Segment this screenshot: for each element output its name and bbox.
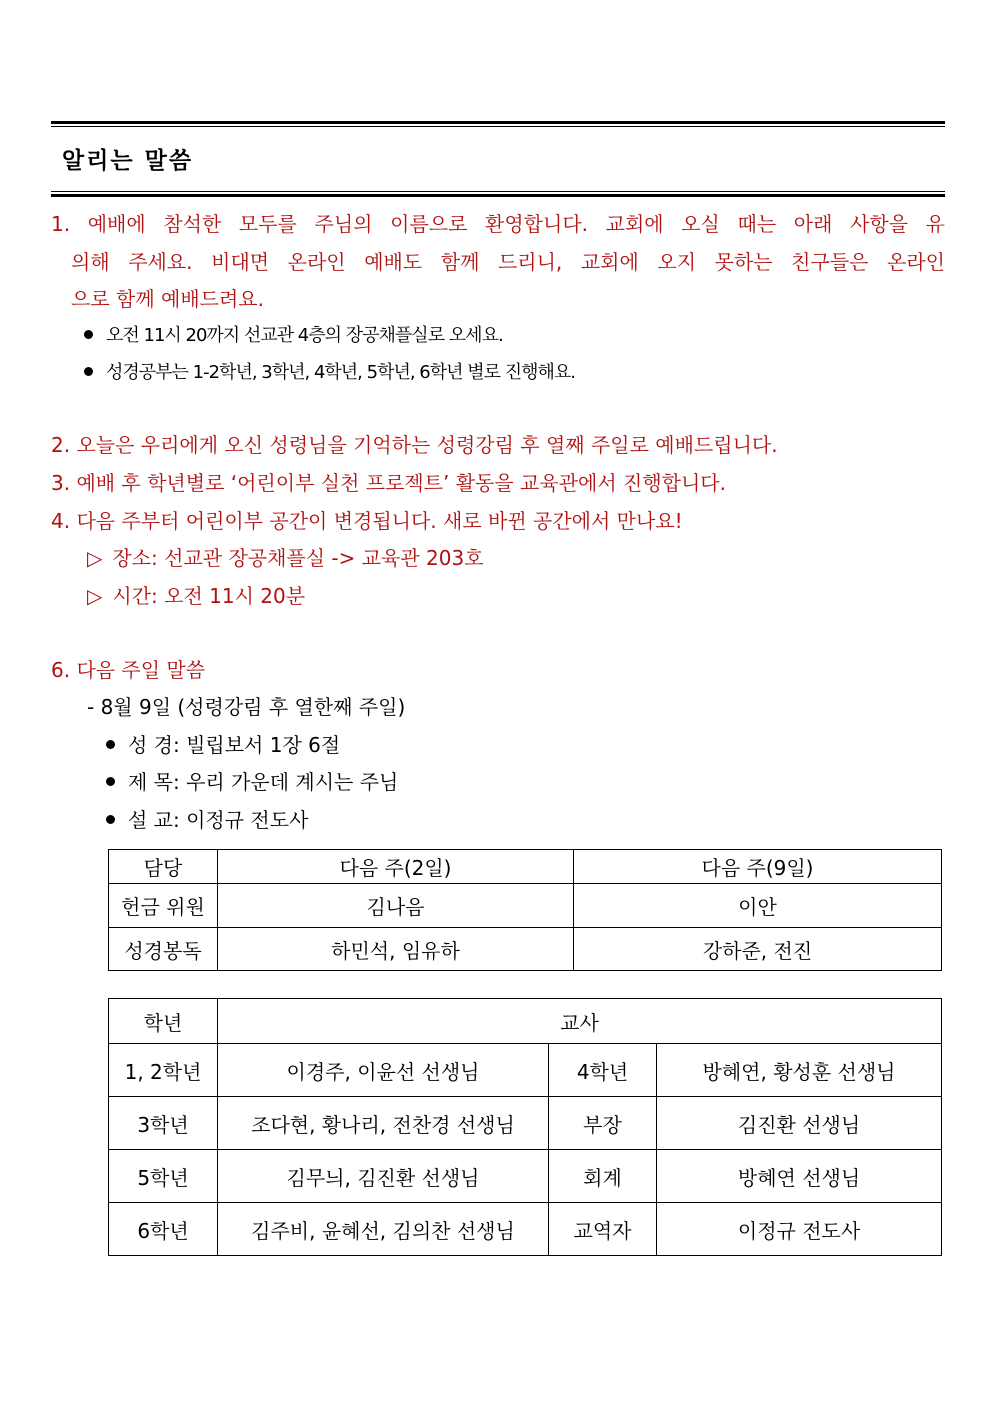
- table-row: [109, 1097, 942, 1150]
- notice-1-bullet-1: [84, 324, 503, 348]
- bullet-icon: [84, 367, 93, 376]
- table-row: [109, 1203, 942, 1256]
- notice-1-line-1: 1. 예배에 참석한 모두를 주님의 이름으로 환영합니다. 교회에 오실 때는 아래 사항을 유: [51, 212, 945, 236]
- table-row: [109, 1150, 942, 1203]
- table-cell: 헌금 위원: [109, 884, 218, 928]
- table-cell: 5학년: [109, 1150, 218, 1203]
- header-cell: 교사: [218, 999, 942, 1044]
- table-cell: 방혜연 선생님: [657, 1150, 942, 1203]
- table-cell: 김주비, 윤혜선, 김의찬 선생님: [218, 1203, 549, 1256]
- notice-3: 3. 예배 후 학년별로 ‘어린이부 실천 프로젝트’ 활동을 교육관에서 진행합니다.: [51, 471, 726, 495]
- table-cell: 강하준, 전진: [574, 928, 942, 971]
- table-cell: 조다현, 황나리, 전찬경 선생님: [218, 1097, 549, 1150]
- table-cell: 성경봉독: [109, 928, 218, 971]
- table-cell: 이정규 전도사: [657, 1203, 942, 1256]
- notice-6-bullet-3: [106, 808, 308, 832]
- notice-1-line-2: 의해 주세요. 비대면 온라인 예배도 함께 드리니, 교회에 오지 못하는 친구들은 온라인: [71, 250, 945, 274]
- table-row: [109, 884, 942, 928]
- bullet-text: 설 교: 이정규 전도사: [128, 808, 309, 832]
- table-cell: 방혜연, 황성훈 선생님: [657, 1044, 942, 1097]
- table-header-row: [109, 850, 942, 884]
- header-cell: 다음 주(2일): [218, 850, 574, 884]
- heading-rule-thin: [51, 191, 945, 192]
- table-header-row: [109, 999, 942, 1044]
- top-rule-thin: [51, 126, 945, 127]
- notice-6-bullet-1: [106, 733, 340, 757]
- table-cell: 4학년: [549, 1044, 657, 1097]
- table-cell: 김무늬, 김진환 선생님: [218, 1150, 549, 1203]
- table-row: [109, 928, 942, 971]
- notice-4-time: [87, 584, 305, 608]
- bullet-text: 성경공부는 1-2학년, 3학년, 4학년, 5학년, 6학년 별로 진행해요.: [106, 362, 576, 383]
- place-text: 장소: 선교관 장공채플실 -> 교육관 203호: [112, 546, 484, 570]
- time-text: 시간: 오전 11시 20분: [112, 584, 306, 608]
- notice-6-bullet-2: [106, 770, 398, 794]
- triangle-marker-icon: ▷: [87, 584, 103, 608]
- header-cell: 담당: [109, 850, 218, 884]
- bullet-text: 제 목: 우리 가운데 계시는 주님: [128, 770, 399, 794]
- table-cell: 회계: [549, 1150, 657, 1203]
- notice-6-date: - 8월 9일 (성령강림 후 열한째 주일): [87, 695, 406, 719]
- table-cell: 부장: [549, 1097, 657, 1150]
- heading-rule-thick: [51, 194, 945, 197]
- triangle-marker-icon: ▷: [87, 546, 103, 570]
- notice-1-line-3: 으로 함께 예배드려요.: [71, 287, 264, 311]
- duty-table: [108, 849, 942, 971]
- header-cell: 다음 주(9일): [574, 850, 942, 884]
- bullet-icon: [106, 777, 115, 786]
- table-cell: 이경주, 이윤선 선생님: [218, 1044, 549, 1097]
- table-cell: 이안: [574, 884, 942, 928]
- notice-6-title: 6. 다음 주일 말씀: [51, 658, 206, 682]
- table-row: [109, 1044, 942, 1097]
- table-cell: 김진환 선생님: [657, 1097, 942, 1150]
- table-cell: 하민석, 임유하: [218, 928, 574, 971]
- bullet-text: 성 경: 빌립보서 1장 6절: [128, 733, 341, 757]
- bullet-text: 오전 11시 20까지 선교관 4층의 장공채플실로 오세요.: [106, 325, 503, 346]
- header-cell: 학년: [109, 999, 218, 1044]
- bullet-icon: [106, 740, 115, 749]
- table-cell: 교역자: [549, 1203, 657, 1256]
- table-cell: 6학년: [109, 1203, 218, 1256]
- section-heading: 알리는 말씀: [62, 148, 194, 174]
- teacher-table: [108, 998, 942, 1256]
- table-cell: 김나음: [218, 884, 574, 928]
- notice-2: 2. 오늘은 우리에게 오신 성령님을 기억하는 성령강림 후 열째 주일로 예배드립니다.: [51, 433, 778, 457]
- notice-1-bullet-2: [84, 361, 575, 385]
- top-rule-thick: [51, 121, 945, 124]
- notice-4: 4. 다음 주부터 어린이부 공간이 변경됩니다. 새로 바뀐 공간에서 만나요!: [51, 509, 683, 533]
- notice-4-place: [87, 546, 484, 570]
- bullet-icon: [84, 330, 93, 339]
- table-cell: 1, 2학년: [109, 1044, 218, 1097]
- bullet-icon: [106, 815, 115, 824]
- table-cell: 3학년: [109, 1097, 218, 1150]
